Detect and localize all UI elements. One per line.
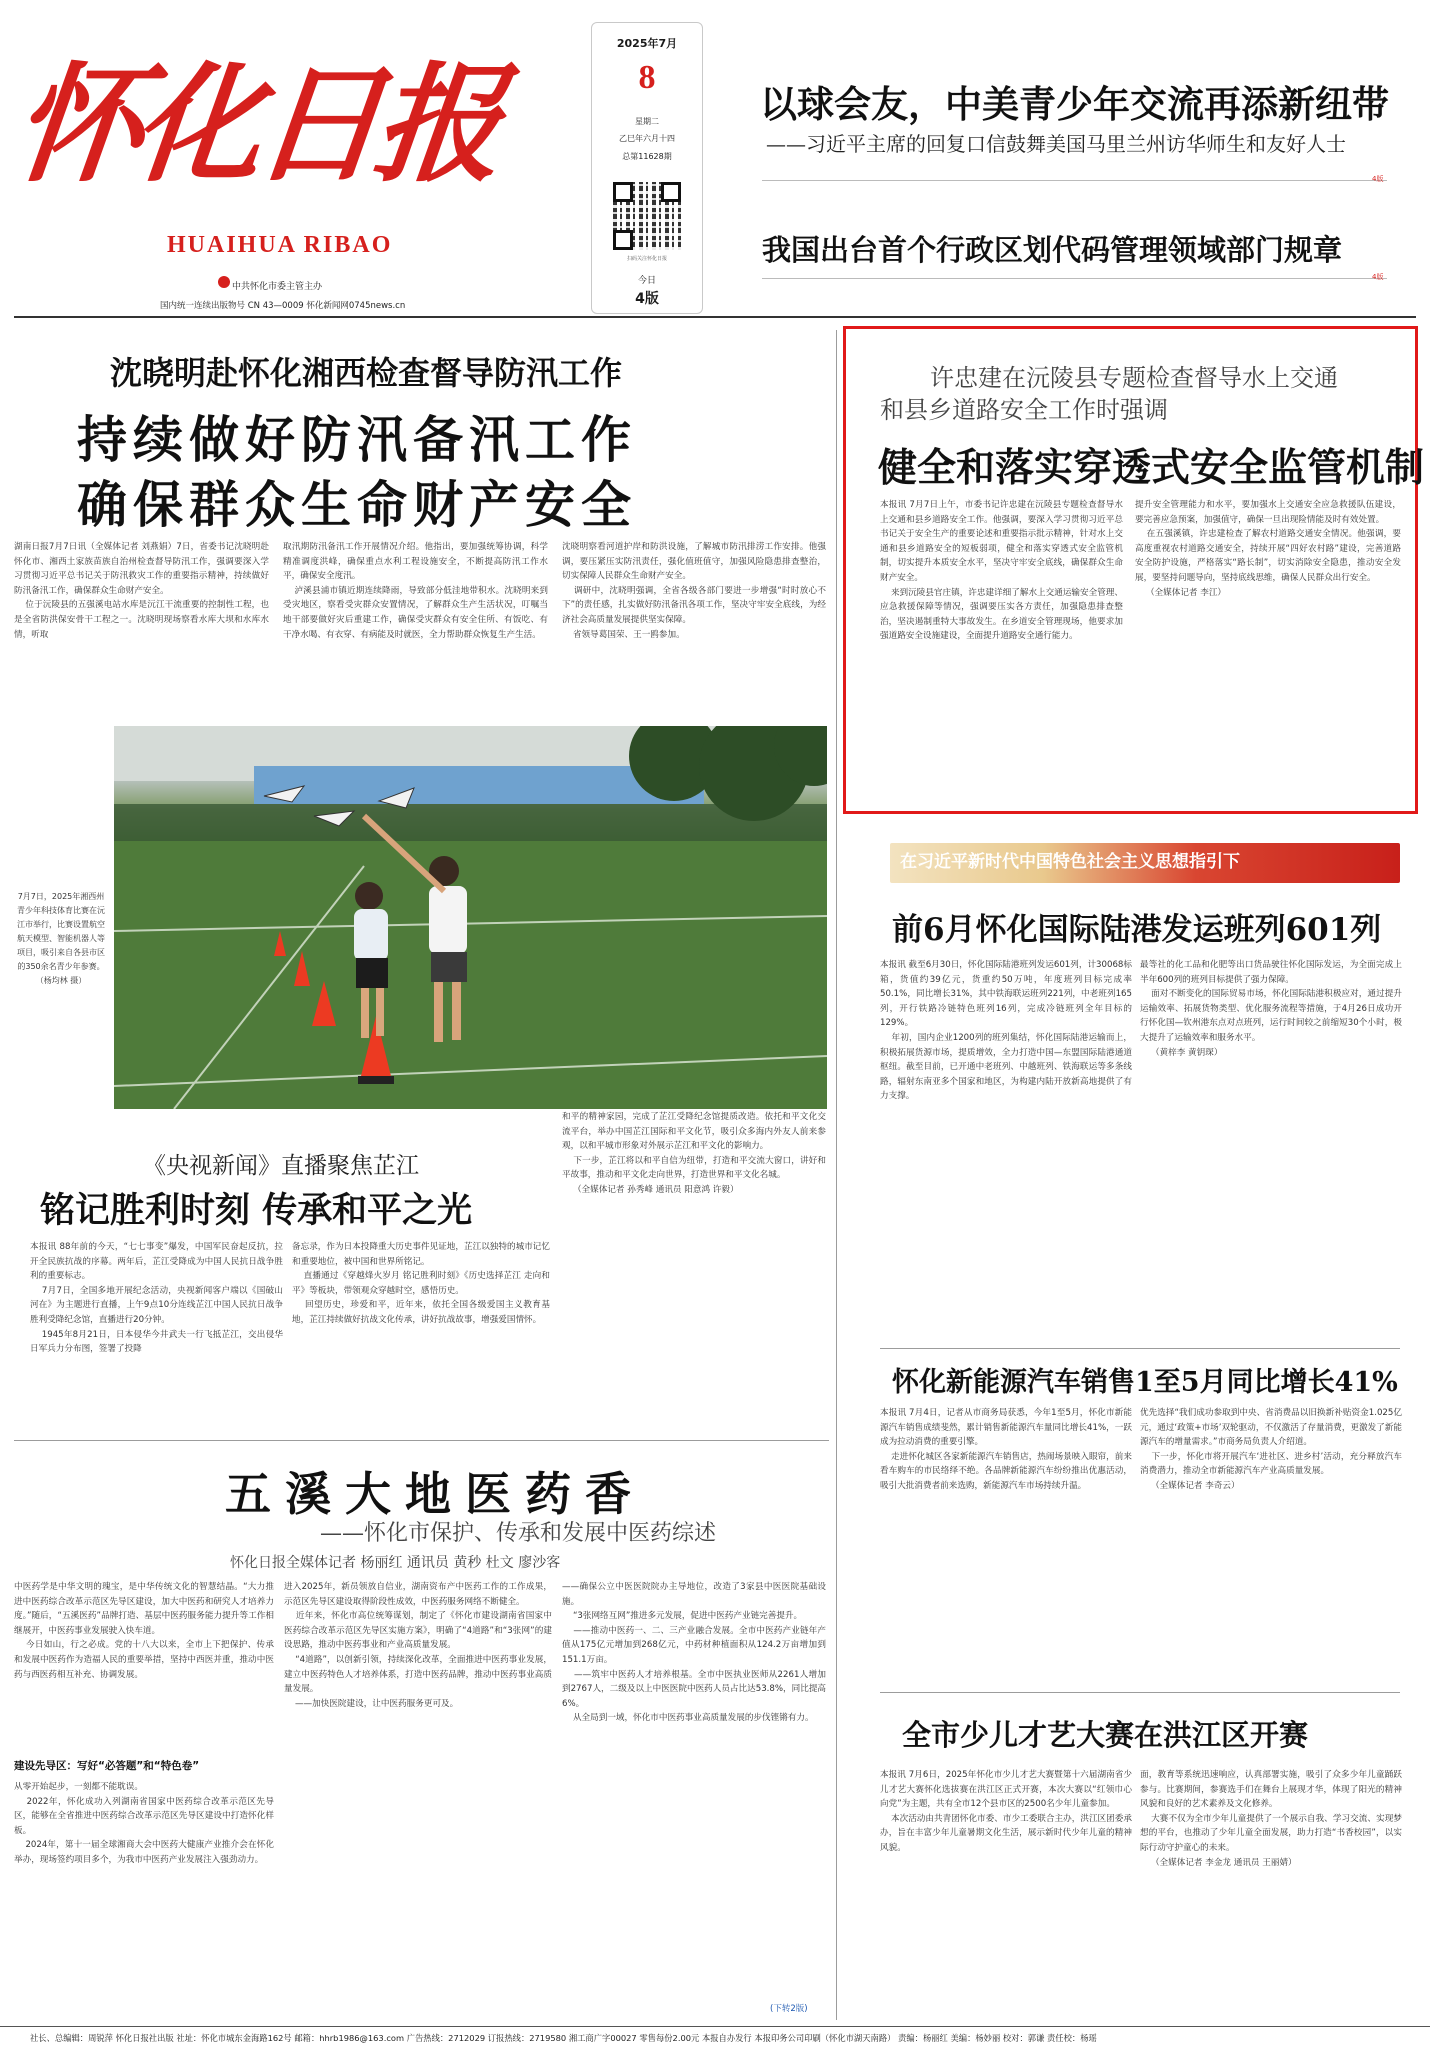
page-count: 4版 — [635, 291, 659, 307]
nev-column-2: 优先选择“我们成功参取到中央、省消费品以旧换新补贴资金1.025亿元，通过‘政策+市场’双轮驱动，不仅激活了存量消费，更激发了新能源汽车的增量需求。”市商务局负责人介绍道。 下一步，怀化市将开展汽车‘进社区、进乡村’活动，充分释放汽车消费潜力，推动全市新能源汽车产业高质量发展。 （全媒体记者 李奇云） — [1140, 1408, 1402, 1491]
box-subtitle-line1: 许忠建在沅陵县专题检查督导水上交通 — [930, 364, 1338, 392]
qr-corner — [661, 182, 681, 202]
column-divider — [836, 330, 837, 2020]
ceremony-kicker: 《央视新闻》直播聚焦芷江 — [143, 1153, 419, 1179]
feature-banner-text: 在习近平新时代中国特色社会主义思想指引下 — [900, 852, 1240, 872]
lead-kicker: 沈晓明赴怀化湘西检查督导防汛工作 — [110, 354, 623, 392]
photo-caption: 7月7日，2025年湘西州青少年科技体育比赛在沅江市举行，比赛设置航空航天模型、智能机器人等项目，吸引来自各县市区的350余名青少年参赛。（杨均林 摄） — [17, 892, 105, 985]
medicine-column-1b: 从零开始起步，一刻都不能耽误。 2022年，怀化成功入列湖南省国家中医药综合改革示范区先导区，能够在全省推进中医药综合改革示范区先导区建设中打造怀化样板。 2024年，第十一届全球湘商大会中医药大健康产业推介会在怀化举办，现场签约项目多个，为我市中医药产业发展注入强劲动力。 — [14, 1782, 274, 1865]
nev-title[interactable]: 怀化新能源汽车销售1至5月同比增长41% — [892, 1367, 1398, 1398]
medicine-subtitle: ——怀化市保护、传承和发展中医药综述 — [320, 1521, 717, 1546]
box-column-1: 本报讯 7月7日上午，市委书记许忠建在沅陵县专题检查督导水上交通和县乡道路安全工作。他强调，要深入学习贯彻习近平总书记关于安全生产的重要论述和重要指示批示精神，针对水上交通和县乡道路安全的短板弱项，健全和落实穿透式安全监管机制，切实提升本质安全水平，坚决守牢安全底线，确保群众生命财产安全。 来到沅陵县官庄镇，许忠建详细了解水上交通运输安全管理、应急救援保障等情况，强调要压实各方责任，加强隐患排查整治，坚决遏制重特大事故发生。在乡道安全管理现场，他要求加强道路安全设施建设，全面提升道路安全通行能力。 — [880, 500, 1123, 642]
lead-title-line2[interactable]: 确保群众生命财产安全 — [77, 475, 637, 534]
lead-column-2: 取汛期防汛备汛工作开展情况介绍。他指出，要加强统筹协调，科学精准调度洪峰，确保重点水利工程设施安全，不断提高防汛工作水平，确保安全度汛。 泸溪县浦市镇近期连续降雨，导致部分低洼地带积水。沈晓明来到受灾地区，察看受灾群众安置情况，了解群众生产生活状况，叮嘱当地干部要做好灾后重建工作，确保受灾群众有安全住所、有饭吃、有干净水喝、有衣穿、有病能及时就医，全力帮助群众恢复生产生活。 — [283, 542, 548, 640]
page-hint: 4版 — [1372, 273, 1384, 281]
qr-caption: 扫码关注怀化日报 — [626, 256, 667, 262]
ceremony-column-1: 本报讯 88年前的今天，“七七事变”爆发，中国军民奋起反抗，拉开全民族抗战的序幕。两年后，芷江受降成为中国人民抗日战争胜利的重要标志。 7月7日，全国多地开展纪念活动，央视新闻客户端以《国破山河在》为主题进行直播，上午9点10分连线芷江中国人民抗日战争胜利受降纪念馆，直播进行20分钟。 1945年8月21日，日本侵华今井武夫一行飞抵芷江，交出侵华日军兵力分布图，签署了投降 — [30, 1242, 283, 1355]
subtitle-xi-reply: ——习近平主席的回复口信鼓舞美国马里兰州访华师生和友好人士 — [766, 132, 1346, 156]
divider — [880, 1348, 1400, 1349]
publisher-org: 中共怀化市委主管主办 — [232, 282, 323, 292]
medicine-byline: 怀化日报全媒体记者 杨丽红 通讯员 黄秒 杜文 廖沙客 — [230, 1555, 561, 1571]
footer-imprint: 社长、总编辑：周锐萍 怀化日报社出版 社址：怀化市城东金海路162号 邮箱：hhrb1986@163.com 广告热线：2712029 订报热线：2719580 湘工商广字00027 零售每份2.00元 本报自办发行 本报印务公司印刷（怀化市湖天南路） 责编：杨丽红 美编：杨妙丽 校对：郭谦 责任校：杨瑶 — [0, 2026, 1430, 2051]
issue-number: 总第11628期 — [622, 152, 672, 161]
newspaper-logo: 怀化日报 — [6, 50, 503, 200]
divider — [14, 1440, 829, 1441]
newspaper-pinyin: HUAIHUA RIBAO — [167, 232, 393, 258]
nev-column-1: 本报讯 7月4日，记者从市商务局获悉，今年1至5月，怀化市新能源汽车销售成绩斐然，累计销售新能源汽车量同比增长41%，一跃成为拉动消费的重要引擎。 走进怀化城区各家新能源汽车销售店，热闹场景映入眼帘，前来看车购车的市民络绎不绝。各品牌新能源汽车纷纷推出优惠活动，吸引大批消费者前来选购，新能源汽车市场持续升温。 — [880, 1408, 1132, 1491]
continue-link[interactable]: (下转2版) — [770, 2004, 808, 2014]
medicine-column-2: 进入2025年，新员领放自信业，湖南资布产中医药工作的工作成果，示范区先导区建设取得阶段性成效，中医药服务网络不断健全。 近年来，怀化市高位统筹谋划，制定了《怀化市建设湖南省国家中医药综合改革示范区先导区实施方案》，明确了“4道路”和“3张网”的建设思路，推动中医药事业和产业高质量发展。 “4道路”，以创新引领，持续深化改革，全面推进中医药事业发展，建立中医药特色人才培养体系，打造中医药品牌，推动中医药事业高质量发展。 ——加快医院建设，让中医药服务更可及。 — [284, 1582, 552, 1709]
box-title[interactable]: 健全和落实穿透式安全监管机制 — [878, 445, 1425, 491]
art-column-1: 本报讯 7月6日，2025年怀化市少儿才艺大赛暨第十六届湖南省少儿才艺大赛怀化选拔赛在洪江区正式开赛，本次大赛以“红领巾心向党”为主题，共有全市12个县市区的2500名少年儿童参加。 本次活动由共青团怀化市委、市少工委联合主办，洪江区团委承办，旨在丰富少年儿童暑期文化生活，展示新时代少年儿童的精神风貌。 — [880, 1770, 1132, 1853]
qr-corner — [613, 182, 633, 202]
weekday: 星期二 — [635, 117, 659, 126]
port-column-1: 本报讯 截至6月30日，怀化国际陆港班列发运601列，计30068标箱，货值约39亿元，货重约50万吨，年度班列目标完成率50.1%，同比增长31%，其中铁海联运班列221列，中老班列165列，开行铁路冷链特色班列16列，完成冷链班列全年目标的129%。 年初，国内企业1200列的班列集结，怀化国际陆港运输而上，积极拓展货源市场，提质增效，全力打造中国—东盟国际陆港通道枢纽。截至目前，已开通中老班列、中越班列、铁海联运等多条线路，辐射东南亚多个国家和地区，为构建内陆开放新高地提供了有力支撑。 — [880, 960, 1132, 1102]
date-year-month: 2025年7月 — [616, 37, 678, 50]
divider — [762, 278, 1387, 279]
news-photo[interactable] — [114, 726, 827, 1109]
date-box — [591, 22, 703, 314]
port-column-2: 最等社的化工品和化肥等出口货品驶往怀化国际发运，为全面完成上半年600列的班列目标提供了强力保障。 面对不断变化的国际贸易市场，怀化国际陆港积极应对，通过提升运输效率、拓展货物类型、优化服务流程等措施，于4月26日成功开行怀化国—钦州港东点对点班列，运行时间较之前缩短30个小时，极大提升了运输效率和服务水平。 （黄梓李 黄钥琛） — [1140, 960, 1402, 1058]
port-title[interactable]: 前6月怀化国际陆港发运班列601列 — [892, 912, 1382, 948]
medicine-column-3: ——确保公立中医医院院办主导地位，改造了3家县中医医院基础设施。 “3张网络互网”推进多元发展，促进中医药产业链完善提升。 ——推动中医药一、二、三产业融合发展。全市中医药产业链年产值从175亿元增加到268亿元，中药材种植面积从124.2万亩增加到151.1万亩。 ——筑牢中医药人才培养根基。全市中医执业医师从2261人增加到2767人，二级及以上中医医院中医药人员占比达53.8%，同比提高6%。 从全局到一域，怀化市中医药事业高质量发展的步伐铿锵有力。 — [562, 1582, 826, 1724]
divider — [762, 180, 1387, 181]
ceremony-title[interactable]: 铭记胜利时刻 传承和平之光 — [40, 1190, 473, 1231]
masthead-rule — [14, 316, 1416, 318]
lunar-date: 乙巳年六月十四 — [619, 134, 675, 143]
medicine-column-1: 中医药学是中华文明的瑰宝，是中华传统文化的智慧结晶。“大力推进中医药综合改革示范区先导区建设，加大中医药和研究人才培养力度。”随后，“五溪医药”品牌打造、基层中医药服务能力提升等工作相继展开，中医药事业发展驶入快车道。 今日如山，行之必成。党的十八大以来，全市上下把保护、传承和发展中医药作为造福人民的重要举措，坚持中西医并重，推动中医药与西医药相互补充、协调发展。 — [14, 1582, 274, 1680]
divider — [880, 1692, 1400, 1693]
ceremony-column-3: 和平的精神家园，完成了芷江受降纪念馆提质改造。依托和平文化交流平台，举办中国芷江国际和平文化节，吸引众多海内外友人前来参观，以和平城市形象对外展示芷江和平文化的影响力。 下一步，芷江将以和平自信为纽带，打造和平交流大窗口，讲好和平故事，推动和平文化走向世界，打造世界和平文化名城。 （全媒体记者 孙秀峰 通讯员 阳意鸿 许毅） — [562, 1112, 826, 1195]
lead-column-3: 沈晓明察看河道护岸和防洪设施，了解城市防汛排涝工作安排。他强调，要压紧压实防汛责任，强化值班值守，加强风险隐患排查整治，切实保障人民群众生命财产安全。 调研中，沈晓明强调，全省各级各部门要进一步增强“时时放心不下”的责任感，扎实做好防汛备汛各项工作，坚决守牢安全底线，为经济社会高质量发展提供坚实保障。 省领导葛国荣、王一鸥参加。 — [562, 542, 826, 640]
box-subtitle-line2: 和县乡道路安全工作时强调 — [880, 396, 1168, 424]
publication-number: 国内统一连续出版物号 CN 43—0009 怀化新闻网0745news.cn — [160, 301, 406, 311]
party-emblem-icon — [218, 276, 230, 288]
medicine-section-heading: 建设先导区：写好“必答题”和“特色卷” — [14, 1760, 200, 1772]
date-day: 8 — [638, 59, 656, 96]
art-title[interactable]: 全市少儿才艺大赛在洪江区开赛 — [902, 1718, 1309, 1752]
qr-corner — [613, 230, 633, 250]
box-column-2: 提升安全管理能力和水平，要加强水上交通安全应急救援队伍建设，要完善应急预案，加强值守，确保一旦出现险情能及时有效处置。 在五强溪镇，许忠建检查了解农村道路交通安全情况。他强调，要高度重视农村道路交通安全，持续开展“四好农村路”建设，完善道路安全防护设施，严格落实“路长制”，切实消除安全隐患，推动安全发展，要坚持问题导向，坚持底线思维，确保人民群众出行安全。 （全媒体记者 李江） — [1135, 500, 1401, 598]
ceremony-column-2: 备忘录，作为日本投降重大历史事件见证地，芷江以独特的城市记忆和重要地位，被中国和世界所铭记。 直播通过《穿越烽火岁月 铭记胜利时刻》《历史选择芷江 走向和平》等板块，带领观众穿越时空，感悟历史。 回望历史，珍爱和平，近年来，依托全国各级爱国主义教育基地，芷江持续做好抗战文化传承，讲好抗战故事，增强爱国情怀。 — [292, 1242, 550, 1325]
today-label: 今日 — [637, 276, 656, 286]
photo-illustration — [114, 726, 827, 1109]
medicine-title[interactable]: 五溪大地医药香 — [225, 1467, 645, 1521]
headline-xi-reply[interactable]: 以球会友，中美青少年交流再添新纽带 — [760, 82, 1389, 126]
page-hint: 4版 — [1372, 175, 1384, 183]
lead-column-1: 湖南日报7月7日讯（全媒体记者 刘燕娟）7日，省委书记沈晓明赴怀化市、湘西土家族苗族自治州检查督导防汛工作，强调要深入学习贯彻习近平总书记关于防汛救灾工作的重要指示精神，持续做好防汛备汛工作，确保群众生命财产安全。 位于沅陵县的五强溪电站水库是沅江干流重要的控制性工程，也是全省防洪保安骨干工程之一。沈晓明现场察看水库大坝和水库水情，听取 — [14, 542, 269, 640]
lead-title-line1[interactable]: 持续做好防汛备汛工作 — [77, 410, 637, 469]
art-column-2: 面，教育等系统迅速响应，认真部署实施，吸引了众多少年儿童踊跃参与。比赛期间，参赛选手们在舞台上展现才华，体现了阳光的精神风貌和良好的艺术素养及文化修养。 大赛不仅为全市少年儿童提供了一个展示自我、学习交流、实现梦想的平台，也推动了少年儿童全面发展，助力打造“书香校园”，以实际行动守护童心的未来。 （全媒体记者 李金龙 通讯员 王丽婧） — [1140, 1770, 1402, 1868]
headline-division-code[interactable]: 我国出台首个行政区划代码管理领域部门规章 — [762, 233, 1343, 267]
